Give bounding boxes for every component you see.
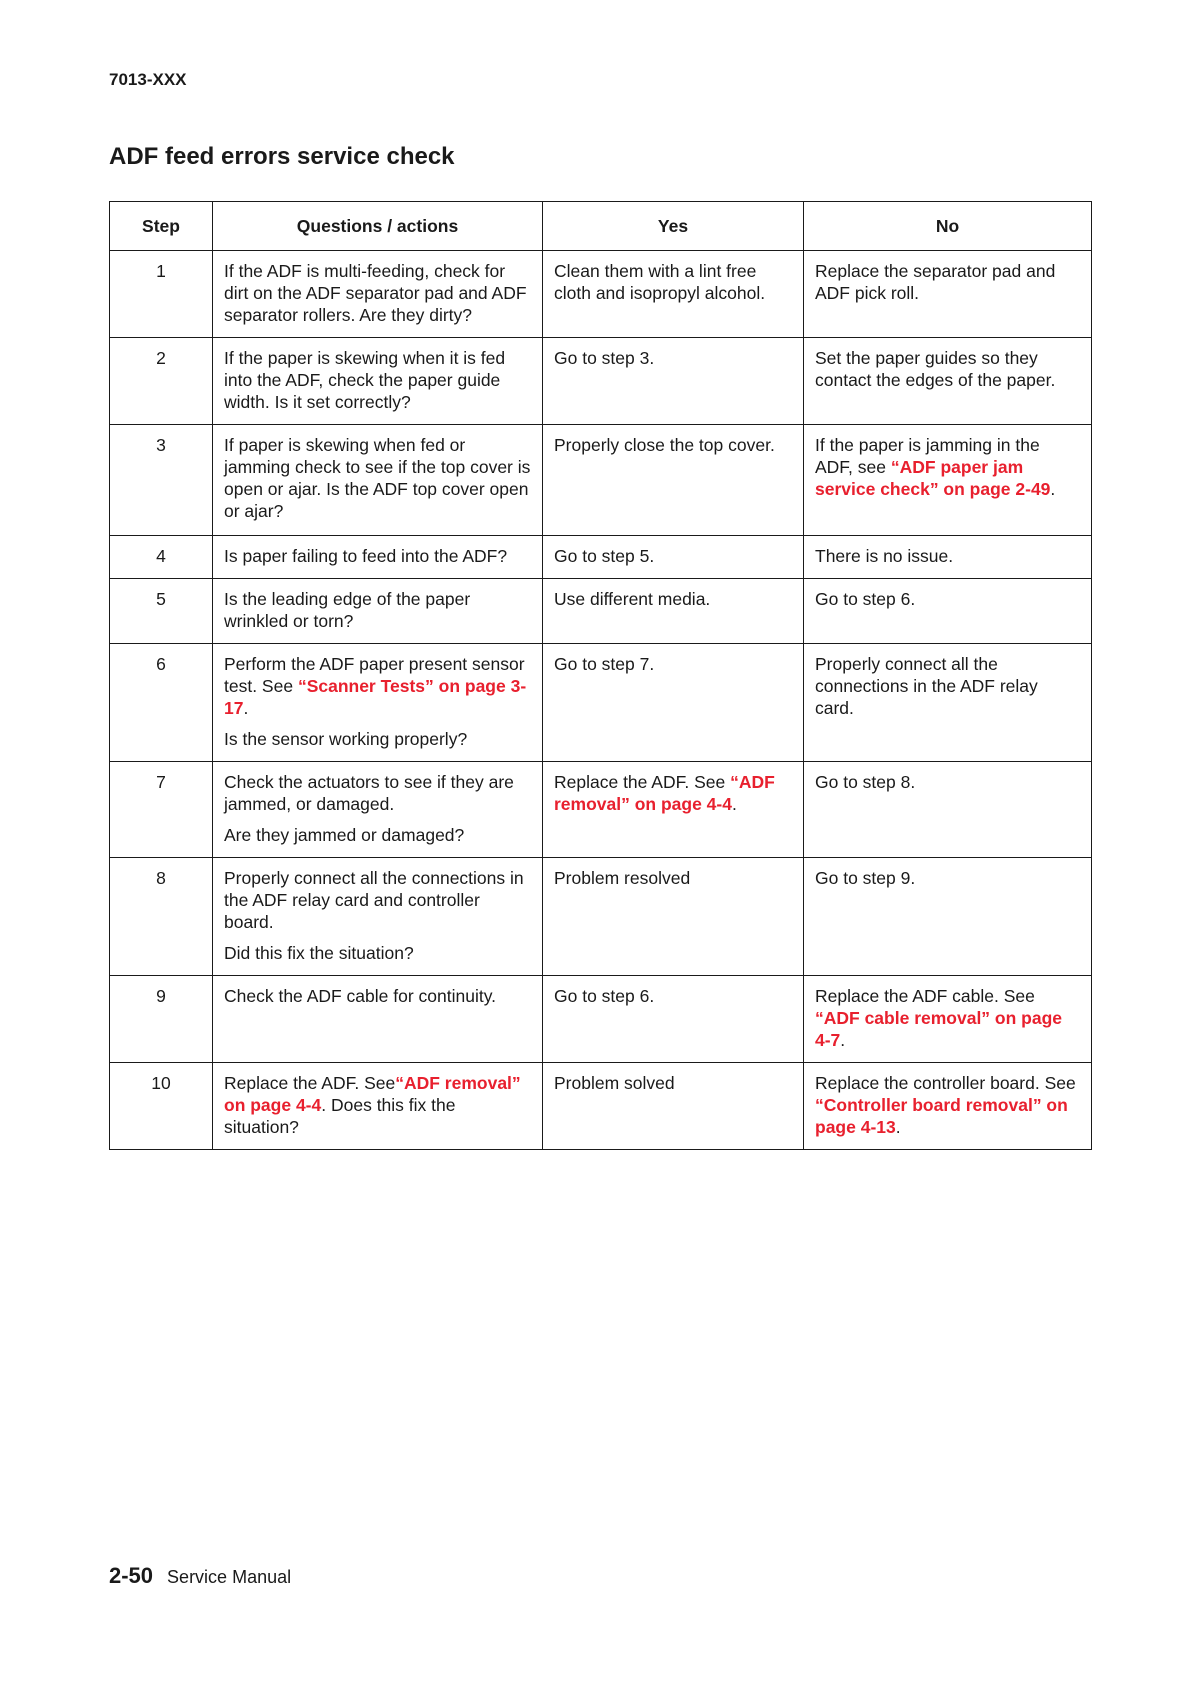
question-text-end: . — [243, 698, 249, 718]
no-text-end: . — [1050, 479, 1056, 499]
column-header-no: No — [804, 202, 1092, 251]
question-text: Check the actuators to see if they are jammed, or damaged. — [224, 772, 514, 814]
question-text-end: . Does this fix the situation? — [224, 1095, 456, 1137]
table-header-row — [110, 202, 1092, 251]
no-cell: Set the paper guides so they contact the edges of the paper. — [804, 338, 1092, 425]
adf-cable-removal-link[interactable]: “ADF cable removal” on page 4-7 — [815, 1008, 1063, 1050]
no-text: Replace the ADF cable. See — [815, 986, 1035, 1006]
no-cell: Properly connect all the connections in the ADF relay card. — [804, 644, 1092, 762]
question-cell — [213, 858, 543, 976]
question-cell: If the paper is skewing when it is fed into the ADF, check the paper guide width. Is it set correctly? — [213, 338, 543, 425]
no-text-end: . — [895, 1117, 901, 1137]
service-check-table — [109, 201, 1092, 1150]
step-number: 3 — [110, 425, 213, 536]
question-followup: Is the sensor working properly? — [224, 729, 468, 749]
step-number: 9 — [110, 976, 213, 1063]
question-text: Perform the ADF paper present sensor test. See — [224, 654, 525, 696]
step-number: 2 — [110, 338, 213, 425]
scanner-tests-link[interactable]: “Scanner Tests” on page 3-17 — [224, 676, 527, 718]
controller-board-removal-link[interactable]: “Controller board removal” on page 4-13 — [815, 1095, 1068, 1137]
no-cell: Go to step 8. — [804, 762, 1092, 858]
yes-cell: Clean them with a lint free cloth and isopropyl alcohol. — [543, 251, 804, 338]
question-followup: Did this fix the situation? — [224, 943, 414, 963]
table-row — [110, 536, 1092, 579]
yes-cell: Go to step 6. — [543, 976, 804, 1063]
no-cell — [804, 425, 1092, 536]
page-title: ADF feed errors service check — [109, 143, 455, 170]
yes-text-end: . — [731, 794, 737, 814]
no-text-end: . — [840, 1030, 846, 1050]
step-number: 6 — [110, 644, 213, 762]
table-row — [110, 644, 1092, 762]
manual-title: Service Manual — [167, 1567, 292, 1587]
question-cell — [213, 762, 543, 858]
step-number: 8 — [110, 858, 213, 976]
yes-cell: Problem resolved — [543, 858, 804, 976]
step-number: 5 — [110, 579, 213, 644]
yes-text: Replace the ADF. See — [554, 772, 731, 792]
no-cell: Go to step 6. — [804, 579, 1092, 644]
document-code: 7013-XXX — [109, 70, 187, 89]
paper-jam-service-check-link[interactable]: “ADF paper jam service check” on page 2-49 — [815, 457, 1051, 499]
no-text: Replace the controller board. See — [815, 1073, 1076, 1093]
no-cell — [804, 1063, 1092, 1150]
question-followup: Are they jammed or damaged? — [224, 825, 465, 845]
table-row — [110, 762, 1092, 858]
no-cell: Replace the separator pad and ADF pick roll. — [804, 251, 1092, 338]
yes-cell — [543, 762, 804, 858]
yes-cell: Go to step 3. — [543, 338, 804, 425]
column-header-questions: Questions / actions — [213, 202, 543, 251]
page-footer — [109, 1563, 291, 1589]
table-row — [110, 338, 1092, 425]
table-row — [110, 579, 1092, 644]
no-text: If the paper is jamming in the ADF, see — [815, 435, 1040, 477]
yes-cell: Go to step 5. — [543, 536, 804, 579]
question-cell: Is the leading edge of the paper wrinkled or torn? — [213, 579, 543, 644]
question-cell: Is paper failing to feed into the ADF? — [213, 536, 543, 579]
step-number: 4 — [110, 536, 213, 579]
question-cell: Check the ADF cable for continuity. — [213, 976, 543, 1063]
adf-removal-link[interactable]: “ADF removal” on page 4-4 — [224, 1073, 521, 1115]
column-header-step: Step — [110, 202, 213, 251]
yes-cell: Problem solved — [543, 1063, 804, 1150]
table-row — [110, 425, 1092, 536]
question-cell — [213, 1063, 543, 1150]
question-text: Replace the ADF. See — [224, 1073, 396, 1093]
yes-cell: Use different media. — [543, 579, 804, 644]
no-cell — [804, 976, 1092, 1063]
table-row — [110, 251, 1092, 338]
question-cell: If the ADF is multi-feeding, check for dirt on the ADF separator pad and ADF separator rollers. Are they dirty? — [213, 251, 543, 338]
step-number: 10 — [110, 1063, 213, 1150]
table-row — [110, 976, 1092, 1063]
table-row — [110, 1063, 1092, 1150]
question-text: Properly connect all the connections in the ADF relay card and controller board. — [224, 868, 524, 932]
no-cell: There is no issue. — [804, 536, 1092, 579]
no-cell: Go to step 9. — [804, 858, 1092, 976]
column-header-yes: Yes — [543, 202, 804, 251]
step-number: 1 — [110, 251, 213, 338]
question-cell: If paper is skewing when fed or jamming check to see if the top cover is open or ajar. Is the ADF top cover open or ajar? — [213, 425, 543, 536]
yes-cell: Properly close the top cover. — [543, 425, 804, 536]
page-number: 2-50 — [109, 1563, 154, 1588]
question-cell — [213, 644, 543, 762]
adf-removal-link[interactable]: “ADF removal” on page 4-4 — [554, 772, 775, 814]
yes-cell: Go to step 7. — [543, 644, 804, 762]
table-row — [110, 858, 1092, 976]
step-number: 7 — [110, 762, 213, 858]
